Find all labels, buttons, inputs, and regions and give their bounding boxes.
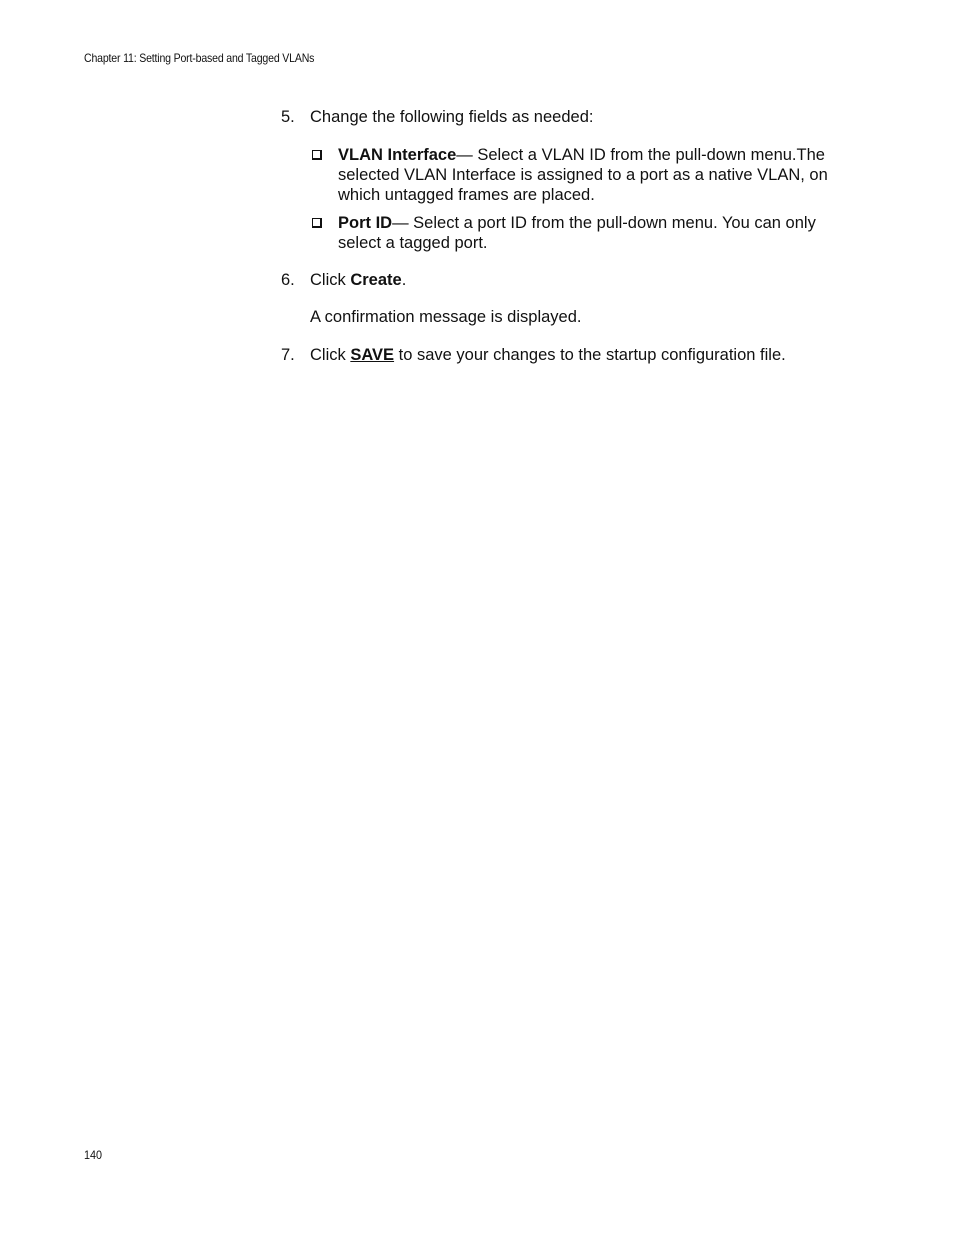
step-result: A confirmation message is displayed. — [310, 308, 582, 326]
list-item-port-id — [310, 213, 861, 253]
running-header: Chapter 11: Setting Port-based and Tagged VLANs — [84, 51, 315, 65]
checkbox-bullet-icon — [312, 218, 322, 228]
field-list — [310, 145, 861, 253]
field-description: — Select a VLAN ID from the pull-down menu.The selected VLAN Interface is assigned to a port as a native VLAN, on which untagged frames are placed. — [338, 146, 828, 204]
field-description: — Select a port ID from the pull-down menu. You can only select a tagged port. — [338, 214, 816, 252]
step-7 — [281, 345, 861, 365]
save-link[interactable]: SAVE — [350, 346, 395, 364]
step-text — [310, 270, 861, 290]
step-number: 5. — [281, 108, 295, 126]
step-prefix: Click — [310, 346, 351, 364]
step-prefix: Click — [310, 271, 351, 289]
step-text — [310, 345, 861, 365]
step-text: Change the following fields as needed: — [310, 108, 594, 126]
checkbox-bullet-icon — [312, 150, 322, 160]
step-suffix: . — [401, 271, 407, 289]
page-number: 140 — [84, 1148, 103, 1162]
step-5 — [281, 107, 861, 253]
step-number: 6. — [281, 271, 295, 289]
step-number: 7. — [281, 346, 295, 364]
create-button-reference: Create — [350, 271, 402, 289]
procedure-content — [281, 107, 861, 365]
field-term: VLAN Interface — [338, 146, 457, 164]
step-6 — [281, 270, 861, 290]
field-term: Port ID — [338, 214, 393, 232]
step-suffix: to save your changes to the startup configuration file. — [394, 346, 786, 364]
list-item-vlan-interface — [310, 145, 861, 205]
